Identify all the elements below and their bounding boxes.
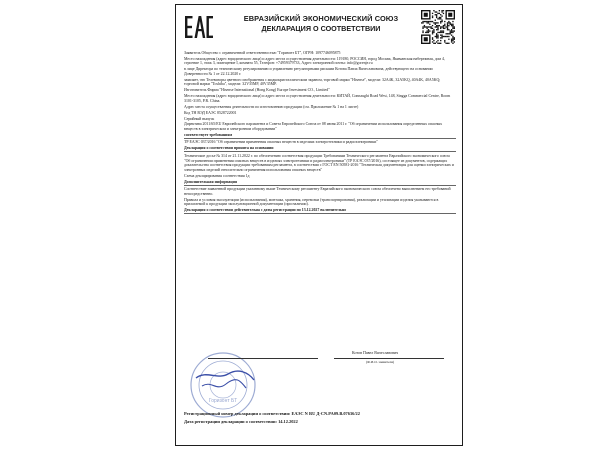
basis-text: Технические досье № 314 от 21.11.2022 г. по обеспечению соответствия продукции Требованиям Технического регламента Евразийского экономического союза "Об ограничении применения опасных веществ в изделиях электротехники и радиоэлектроники" (ТР ЕАЭС 037/2016), состоящее из документов, содержащих доказательства соответствия продукции требованиям регламента, в соответствии с ГОСТ EN 50581-2016 "Техническая документация для оценки электрических и электронных изделий относительно ограничения использования опасных веществ": [184, 153, 454, 172]
serial-production: Серийный выпуск: [184, 116, 215, 121]
declaration-title: ДЕКЛАРАЦИЯ О СООТВЕТСТВИИ: [261, 24, 381, 33]
signatory-caption: (Ф.И.О. заявителя): [366, 360, 395, 364]
product-statement: заявляет, что Телевизоры цветного изображения с жидкокристаллическим экраном, торговой марки "Hisense", модели: 32A4K, 32A5KQ, 40A4K, 40A5KQ; торговой марки "Toshiba", модели: 32V35MP, 40V35MP.: [184, 77, 441, 87]
union-title: ЕВРАЗИЙСКИЙ ЭКОНОМИЧЕСКИЙ СОЮЗ: [243, 14, 399, 23]
qr-code-icon: [421, 10, 455, 44]
name-underline: [334, 358, 444, 359]
applicant-text: Заявитель Общество с ограниченной ответственностью "Горизонт БТ", ОГРН: 1097746095875: [184, 51, 341, 55]
signatory-name: Котов Павел Вячеславович: [352, 350, 399, 355]
scheme-text: Схема декларирования соответствия 1д: [184, 173, 250, 178]
seal-text: Горизонт БТ: [208, 398, 238, 404]
directive-text: Директива 2011/65/ЕU Европейского парламента и Совета Европейского Союза от 08 июня 2011 г. "Об ограничении использования определенных опасных веществ в электрическом и электронном оборудовании": [184, 122, 443, 131]
complies-heading: соответствует требованиям: [184, 133, 456, 139]
manufacturer-line: Изготовитель Фирма "Hisense International (Hong Kong) Europe Investment CO., Limited": [184, 88, 330, 93]
registration-date-row: [184, 418, 456, 426]
additional-info-text-2: Правила и условия эксплуатации (использования), монтажа, хранения, перевозки (транспортирования), реализации и утилизации изделия указываются в прилагаемой к продукции эксплуатационной документации (при наличии).: [184, 197, 439, 207]
production-address-note: Адрес места осуществления деятельности по изготовлению продукции (см. Приложение № 1 на 1 листе): [184, 104, 359, 109]
registration-block: [184, 410, 456, 426]
hs-code: Код ТН ВЭД ЕАЭС 8528722001: [184, 110, 237, 115]
registration-number-row: [184, 410, 456, 418]
registration-number-value: ЕАЭС N RU Д-CN.PA09.B.07636/22: [291, 411, 360, 416]
basis-heading: Декларация о соответствии принята на основании: [184, 146, 456, 152]
signature-block: [184, 350, 456, 404]
signature-line: [208, 358, 318, 359]
declaration-document: [175, 4, 463, 446]
additional-info-text-1: Соответствие заявленной продукции указанному выше Техническому регламенту Евразийского экономического союза обеспечено выполнением его требований непосредственно.: [184, 187, 451, 196]
applicant-address: Место нахождения (адрес юридического лица) и адрес места осуществления деятельности: 119180, РОССИЯ, город Москва, Якиманская набережная, дом 4, строение 1, этаж 3, помещение I, комната 55, Телефон: +74959379733, Адрес электронной почты: info@gorenje.ru: [184, 56, 445, 66]
registration-date-label: Дата регистрации декларации о соответствии:: [184, 419, 277, 424]
registration-number-label: Регистрационный номер декларации о соответствии:: [184, 411, 291, 416]
applicant-representative: в лице Директора по техническому регулированию и управлению регуляторными рисками Котова Павла Вячеславовича, действующего на основании Доверенности № 1 от 22.12.2020 г.: [184, 67, 433, 76]
declaration-body: [184, 51, 456, 216]
eac-mark-icon: [184, 12, 214, 42]
manufacturer-address: Место нахождения (адрес юридического лица) и адрес места осуществления деятельности: КИТАЙ, Connaught Road West, 148, Singga Commercial Centre, Room 3101-3105, P.R. China.: [184, 94, 451, 103]
validity-text: Декларация о соответствии действительна с даты регистрации по 13.12.2027 включительно: [184, 208, 456, 214]
registration-date-value: 14.12.2022: [278, 419, 298, 424]
applicant-line: [184, 51, 456, 56]
regulation-text: ТР ЕАЭС 037/2016 "Об ограничении применения опасных веществ в изделиях электротехники и радиоэлектроники": [184, 140, 378, 145]
additional-info-heading: Дополнительная информация: [184, 180, 456, 186]
